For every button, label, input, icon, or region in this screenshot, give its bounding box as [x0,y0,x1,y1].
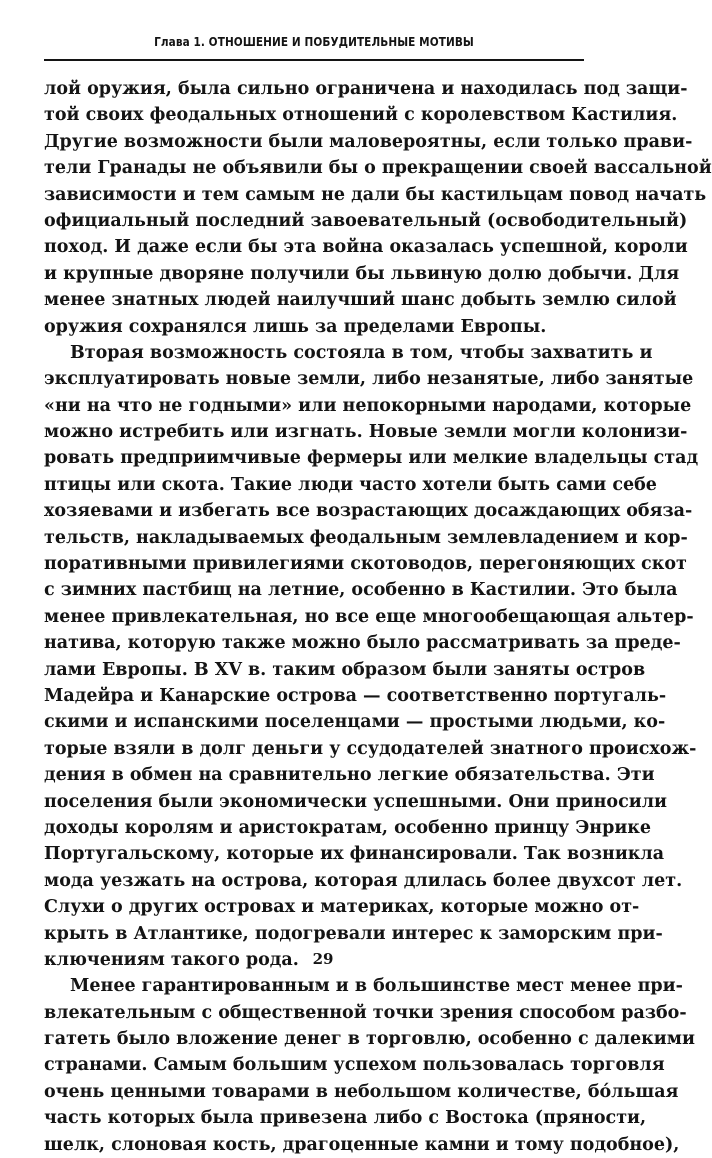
text-line: часть которых была привезена либо с Востока (пряности, [44,1108,647,1129]
text-line: поход. И даже если бы эта война оказалась успешной, короли [44,237,688,258]
text-line: тели Гранады не объявили бы о прекращении своей вассальной [44,158,712,179]
text-line: лами Европы. В XV в. таким образом были заняты остров [44,659,646,680]
text-line: эксплуатировать новые земли, либо незанятые, либо занятые [44,369,694,390]
text-line: гатеть было вложение денег в торговлю, особенно с далекими [44,1029,695,1050]
text-line: ровать предприимчивые фермеры или мелкие владельцы стад [44,448,699,469]
text-line: натива, которую также можно было рассматривать за преде- [44,633,681,654]
text-line: менее привлекательная, но все еще многообещающая альтер- [44,606,694,627]
header-rule [44,59,584,61]
running-head: Глава 1. ОТНОШЕНИЕ И ПОБУДИТЕЛЬНЫЕ МОТИВЫ [154,34,474,49]
text-line: той своих феодальных отношений с королевством Кастилия. [44,105,678,126]
text-line: доходы королям и аристократам, особенно принцу Энрике [44,817,652,838]
text-line: торые взяли в долг деньги у ссудодателей знатного происхож- [44,738,697,759]
text-line: Менее гарантированным и в большинстве мест менее при- [70,976,683,997]
text-line: «ни на что не годными» или непокорными народами, которые [44,395,692,416]
body-text [44,76,712,1158]
text-line: странами. Самым большим успехом пользовалась торговля [44,1055,665,1076]
text-line: ключениям такого рода. [44,949,299,970]
text-line: крыть в Атлантике, подогревали интерес к заморским при- [44,923,663,944]
text-line: Мадейра и Канарские острова — соответственно португаль- [44,685,667,706]
text-line: хозяевами и избегать все возрастающих досаждающих обяза- [44,501,693,522]
text-line: тельств, накладываемых феодальным землевладением и кор- [44,527,688,548]
text-line: можно истребить или изгнать. Новые земли могли колонизи- [44,422,688,443]
text-line: официальный последний завоевательный (освободительный) [44,210,688,231]
text-line: дения в обмен на сравнительно легкие обязательства. Эти [44,765,655,786]
text-line: Другие возможности были маловероятны, если только прави- [44,131,693,152]
text-line: и крупные дворяне получили бы львиную долю добычи. Для [44,263,680,284]
text-line: Вторая возможность состояла в том, чтобы захватить и [70,342,653,363]
text-line: зависимости и тем самым не дали бы кастильцам повод начать [44,184,707,205]
text-line: оружия сохранялся лишь за пределами Европы. [44,316,547,337]
text-line: Слухи о других островах и материках, которые можно от- [44,897,640,918]
text-line: влекательным с общественной точки зрения способом разбо- [44,1002,687,1023]
text-line: очень ценными товарами в небольшом количестве, бóльшая [44,1081,679,1102]
text-line: поселения были экономически успешными. Они приносили [44,791,668,812]
text-line: с зимних пастбищ на летние, особенно в Кастилии. Это была [44,580,678,601]
text-line: птицы или скота. Такие люди часто хотели быть сами себе [44,474,657,495]
text-line: шелк, слоновая кость, драгоценные камни и тому подобное), [44,1134,680,1155]
text-line: менее знатных людей наилучший шанс добыть землю силой [44,290,677,311]
text-line: мода уезжать на острова, которая длилась более двухсот лет. [44,870,683,891]
text-line: лой оружия, была сильно ограничена и находилась под защи- [44,79,688,99]
page-number: 29 [312,950,334,968]
text-line: Португальскому, которые их финансировали. Так возникла [44,844,665,865]
text-line: поративными привилегиями скотоводов, перегоняющих скот [44,554,687,575]
text-line: скими и испанскими поселенцами — простыми людьми, ко- [44,712,666,733]
